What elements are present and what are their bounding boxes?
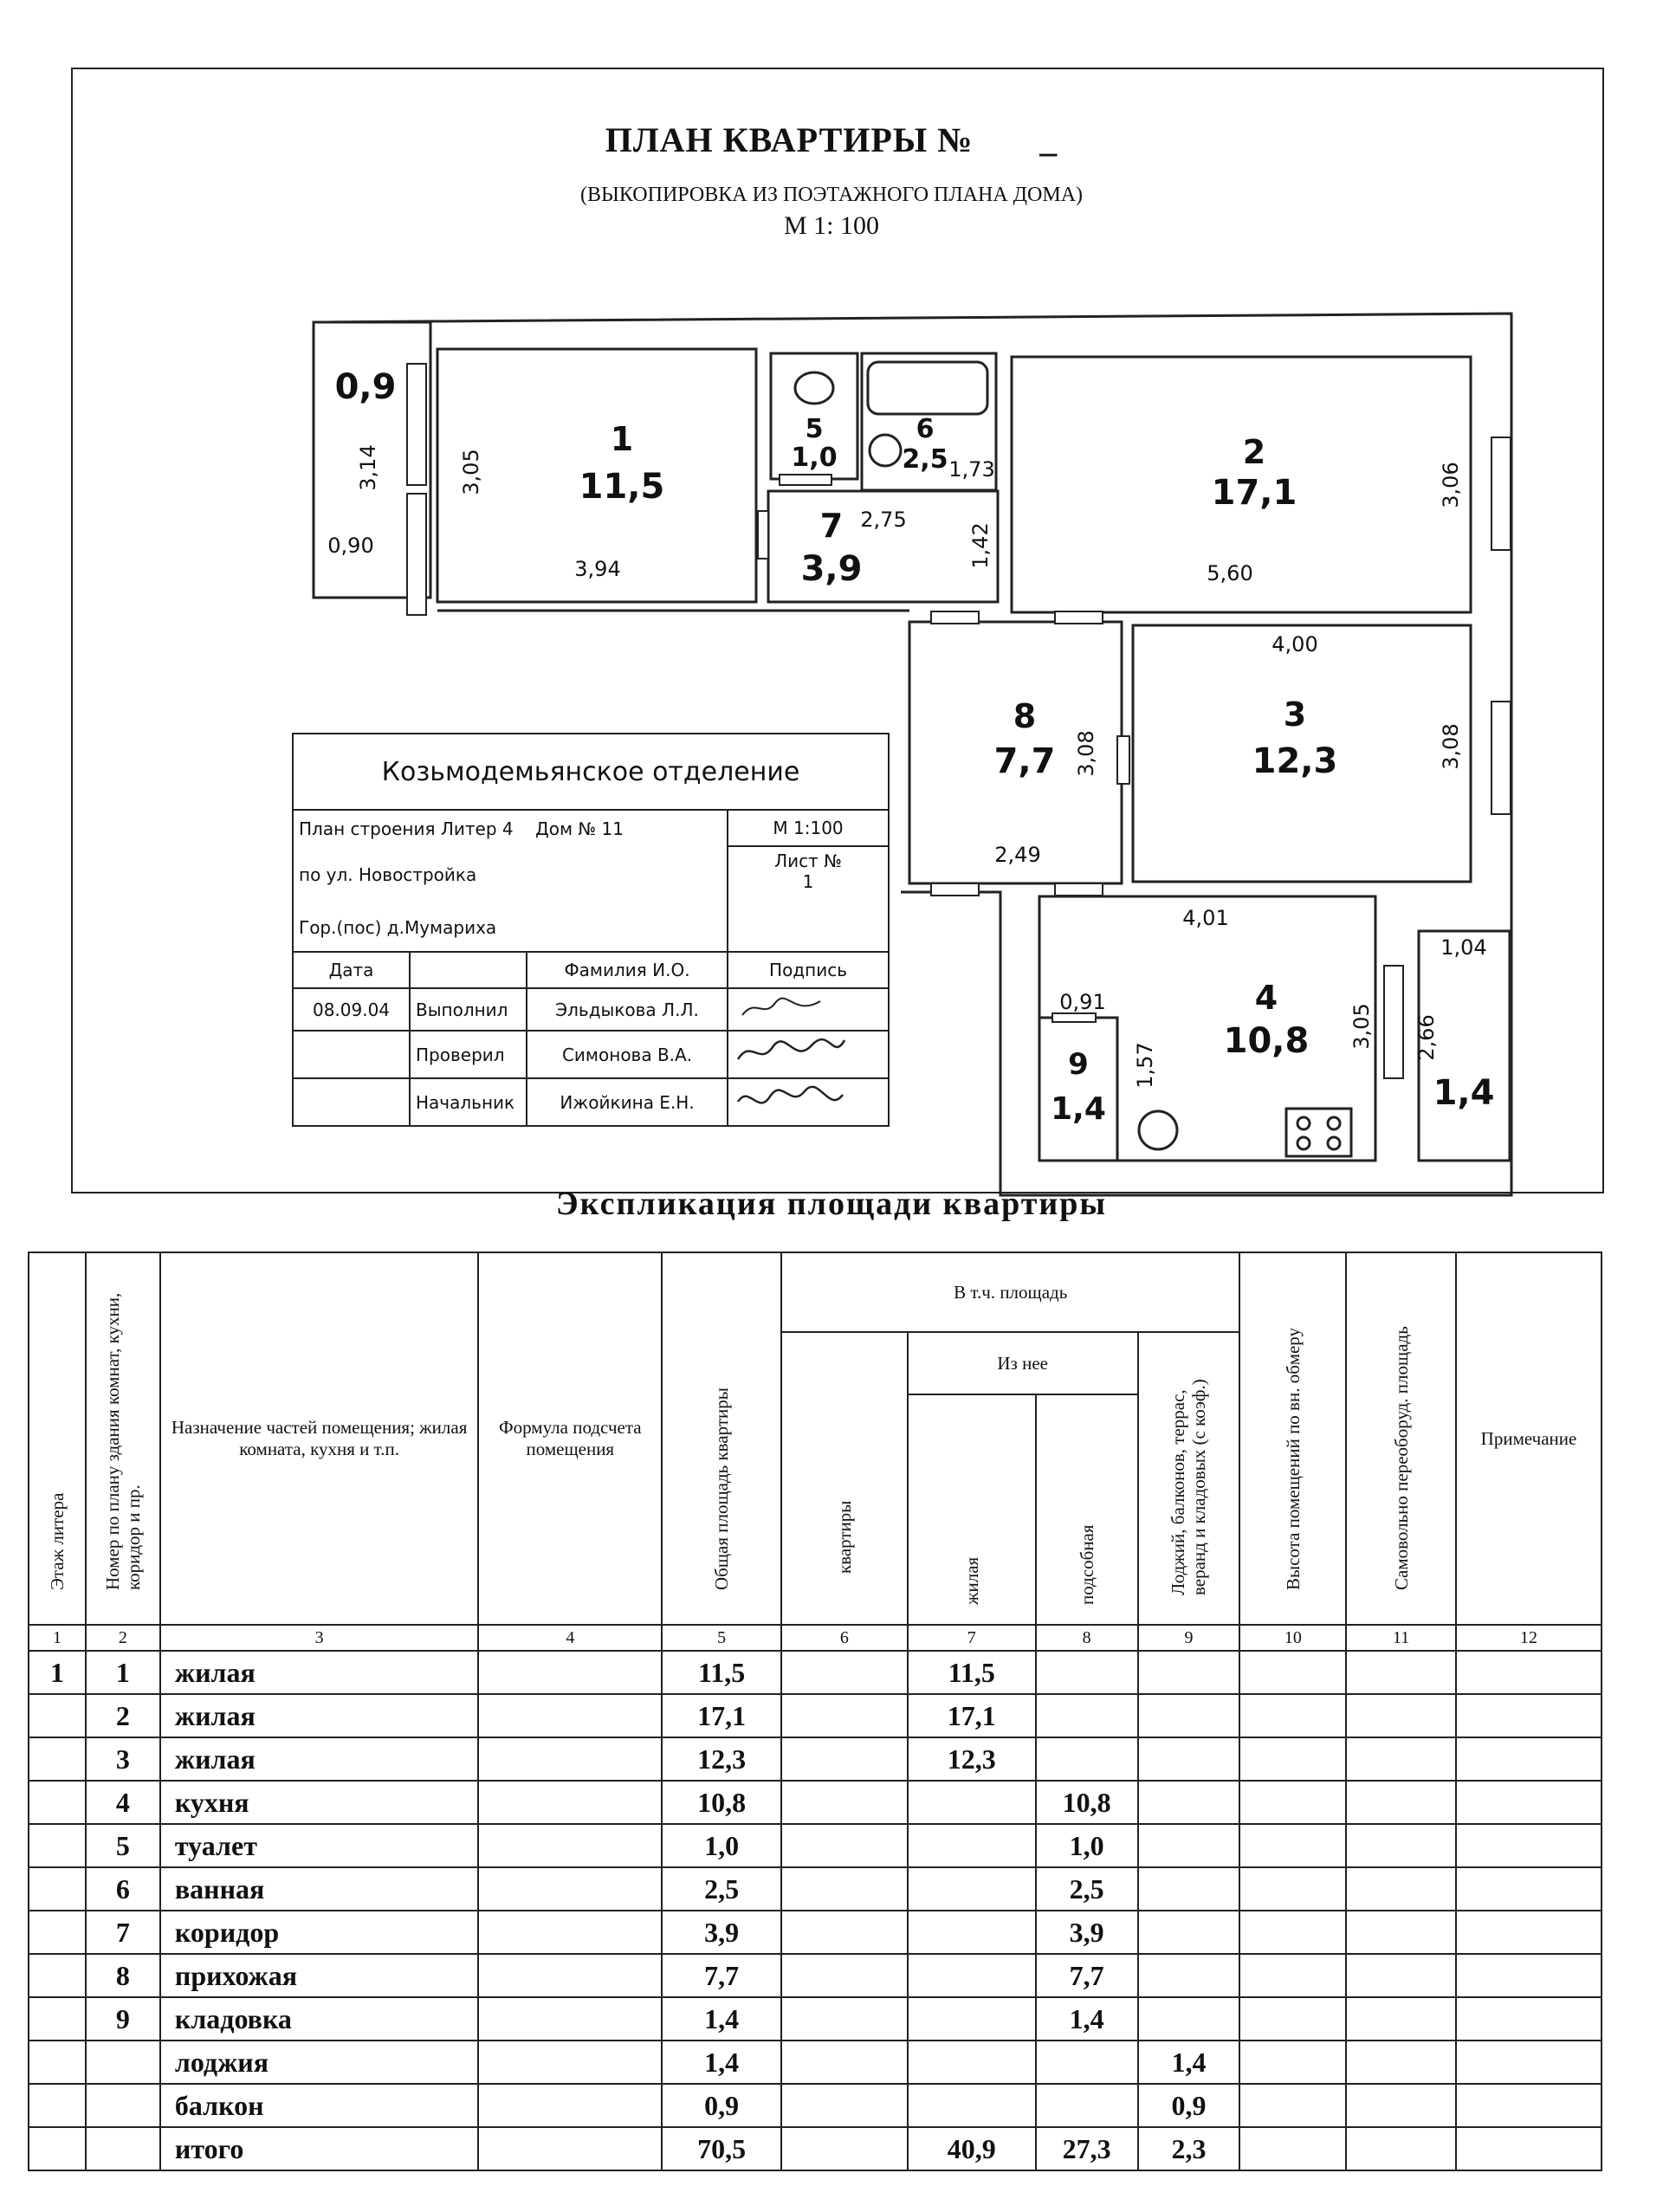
- cell-total: 17,1: [662, 1694, 781, 1737]
- cell-self: [1346, 2041, 1456, 2084]
- cell-total: 1,0: [662, 1824, 781, 1867]
- explication-row: [29, 1651, 1602, 1694]
- signature-3: [728, 1078, 889, 1126]
- cell-loggia: [1138, 1954, 1240, 1997]
- cell-height: [1239, 2084, 1346, 2127]
- stamp-org: Козьмодемьянское отделение: [293, 734, 889, 810]
- cell-note: [1456, 2084, 1602, 2127]
- hdr-living: жилая: [908, 1394, 1036, 1625]
- cell-self: [1346, 2127, 1456, 2170]
- cell-loggia: 1,4: [1138, 2041, 1240, 2084]
- plan-subtitle: (ВЫКОПИРОВКА ИЗ ПОЭТАЖНОГО ПЛАНА ДОМА): [579, 184, 1084, 206]
- cell-room-no: 7: [86, 1911, 160, 1954]
- cell-note: [1456, 1911, 1602, 1954]
- cell-total: 1,4: [662, 1997, 781, 2041]
- cell-apartment: [781, 2084, 908, 2127]
- title-block: [292, 733, 890, 1147]
- room-4-area: 10,8: [1223, 1021, 1310, 1061]
- cell-apartment: [781, 1997, 908, 2041]
- dim-r3-h: 3,08: [1439, 723, 1463, 770]
- stamp-checked-label: Проверил: [410, 1031, 527, 1078]
- stamp-chief: Ижойкина Е.Н.: [527, 1078, 728, 1126]
- cell-total: 3,9: [662, 1911, 781, 1954]
- hdr-self: Самовольно переоборуд. площадь: [1346, 1252, 1456, 1625]
- cell-floor: [29, 2127, 86, 2170]
- cell-floor: [29, 2084, 86, 2127]
- cell-height: [1239, 1694, 1346, 1737]
- cell-height: [1239, 1997, 1346, 2041]
- cell-height: [1239, 2041, 1346, 2084]
- cell-total: 2,5: [662, 1867, 781, 1911]
- cell-living: [908, 2084, 1036, 2127]
- cell-loggia: [1138, 1694, 1240, 1737]
- cell-self: [1346, 1954, 1456, 1997]
- stamp-fio-label: Фамилия И.О.: [527, 952, 728, 988]
- cell-total: 70,5: [662, 2127, 781, 2170]
- loggia-area: 1,4: [1433, 1073, 1495, 1113]
- dim-r9-h: 1,57: [1133, 1042, 1157, 1089]
- sink-icon: [1139, 1111, 1177, 1149]
- cell-note: [1456, 1997, 1602, 2041]
- room-8-number: 8: [1013, 697, 1037, 735]
- stamp-date: 08.09.04: [293, 988, 410, 1031]
- signature-2: [728, 1031, 889, 1078]
- room-6-area: 2,5: [902, 444, 948, 475]
- cell-note: [1456, 1824, 1602, 1867]
- cell-apartment: [781, 1694, 908, 1737]
- dim-r4-w: 4,01: [1182, 906, 1229, 930]
- cell-formula: [478, 1954, 662, 1997]
- explication-row: [29, 2041, 1602, 2084]
- cell-note: [1456, 1737, 1602, 1781]
- cell-living: 11,5: [908, 1651, 1036, 1694]
- dim-balcony-h: 3,14: [356, 444, 380, 491]
- cell-living: [908, 1954, 1036, 1997]
- cell-apartment: [781, 1911, 908, 1954]
- cell-purpose: лоджия: [160, 2041, 479, 2084]
- cell-loggia: [1138, 1997, 1240, 2041]
- cell-total: 7,7: [662, 1954, 781, 1997]
- balcony-area: 0,9: [334, 367, 397, 407]
- cell-room-no: 3: [86, 1737, 160, 1781]
- cell-apartment: [781, 1954, 908, 1997]
- cell-auxiliary: [1036, 2084, 1138, 2127]
- cell-loggia: 0,9: [1138, 2084, 1240, 2127]
- hdr-of-which: Из нее: [908, 1332, 1138, 1394]
- cell-loggia: [1138, 1651, 1240, 1694]
- room-2-area: 17,1: [1211, 473, 1297, 513]
- cell-living: 17,1: [908, 1694, 1036, 1737]
- cell-formula: [478, 1651, 662, 1694]
- cell-loggia: [1138, 1911, 1240, 1954]
- dim-balcony-w: 0,90: [327, 534, 374, 558]
- cell-auxiliary: 10,8: [1036, 1781, 1138, 1824]
- cell-note: [1456, 1694, 1602, 1737]
- hdr-formula: Формула подсчета помещения: [478, 1252, 662, 1625]
- room-5-number: 5: [805, 414, 824, 444]
- hdr-total: Общая площадь квартиры: [662, 1252, 781, 1625]
- room-1-number: 1: [610, 420, 634, 458]
- explication-row: [29, 1997, 1602, 2041]
- cell-apartment: [781, 1651, 908, 1694]
- cell-loggia: 2,3: [1138, 2127, 1240, 2170]
- cell-formula: [478, 2084, 662, 2127]
- cell-formula: [478, 1694, 662, 1737]
- cell-self: [1346, 1651, 1456, 1694]
- dim-r1-h: 3,05: [459, 449, 483, 495]
- room-4-number: 4: [1254, 979, 1278, 1017]
- cell-formula: [478, 1824, 662, 1867]
- cell-purpose: прихожая: [160, 1954, 479, 1997]
- cell-note: [1456, 2041, 1602, 2084]
- cell-height: [1239, 1954, 1346, 1997]
- cell-total: 10,8: [662, 1781, 781, 1824]
- room-7-area: 3,9: [800, 549, 863, 589]
- cell-formula: [478, 2127, 662, 2170]
- cell-total: 12,3: [662, 1737, 781, 1781]
- stamp-scale: М 1:100: [728, 810, 889, 846]
- cell-room-no: 4: [86, 1781, 160, 1824]
- cell-room-no: 5: [86, 1824, 160, 1867]
- plan-title: ПЛАН КВАРТИРЫ № _: [605, 120, 1058, 159]
- room-5-area: 1,0: [791, 443, 838, 473]
- cell-height: [1239, 1824, 1346, 1867]
- signature-1: [728, 988, 889, 1031]
- cell-living: 40,9: [908, 2127, 1036, 2170]
- cell-floor: [29, 1694, 86, 1737]
- cell-height: [1239, 2127, 1346, 2170]
- explication-row: [29, 2084, 1602, 2127]
- room-8-area: 7,7: [993, 741, 1056, 781]
- cell-purpose: жилая: [160, 1694, 479, 1737]
- cell-purpose: ванная: [160, 1867, 479, 1911]
- room-2-number: 2: [1242, 433, 1266, 471]
- cell-living: [908, 1997, 1036, 2041]
- stamp-street: по ул. Новостройка: [293, 846, 728, 903]
- dim-loggia-h: 2,66: [1414, 1014, 1439, 1061]
- cell-floor: [29, 2041, 86, 2084]
- stamp-sheet: Лист № 1: [728, 846, 889, 952]
- stamp-plan-of: План строения Литер 4 Дом № 11: [293, 810, 728, 846]
- cell-auxiliary: [1036, 1737, 1138, 1781]
- cell-self: [1346, 1997, 1456, 2041]
- cell-auxiliary: 1,0: [1036, 1824, 1138, 1867]
- cell-living: 12,3: [908, 1737, 1036, 1781]
- cell-loggia: [1138, 1781, 1240, 1824]
- stamp-chief-label: Начальник: [410, 1078, 527, 1126]
- dim-r9-w: 0,91: [1059, 990, 1106, 1014]
- room-3-area: 12,3: [1252, 741, 1338, 781]
- cell-floor: [29, 1997, 86, 2041]
- hdr-auxiliary: подсобная: [1036, 1394, 1138, 1625]
- cell-formula: [478, 1911, 662, 1954]
- room-3-number: 3: [1283, 695, 1307, 734]
- cell-total: 1,4: [662, 2041, 781, 2084]
- heater-icon: [870, 435, 901, 466]
- cell-room-no: 9: [86, 1997, 160, 2041]
- dim-loggia-w: 1,04: [1440, 935, 1487, 960]
- toilet-icon: [795, 372, 833, 404]
- cell-height: [1239, 1651, 1346, 1694]
- dim-r2-w: 5,60: [1207, 561, 1253, 585]
- cell-total: 0,9: [662, 2084, 781, 2127]
- cell-note: [1456, 2127, 1602, 2170]
- cell-apartment: [781, 2127, 908, 2170]
- plan-scale: М 1: 100: [783, 211, 879, 240]
- room-7-number: 7: [819, 507, 844, 545]
- cell-auxiliary: [1036, 1694, 1138, 1737]
- cell-room-no: [86, 2041, 160, 2084]
- cell-floor: 1: [29, 1651, 86, 1694]
- stamp-date-label: Дата: [293, 952, 410, 988]
- cell-self: [1346, 1737, 1456, 1781]
- cell-living: [908, 1911, 1036, 1954]
- cell-living: [908, 1867, 1036, 1911]
- cell-self: [1346, 1781, 1456, 1824]
- cell-formula: [478, 1997, 662, 2041]
- cell-purpose: жилая: [160, 1737, 479, 1781]
- cell-floor: [29, 1954, 86, 1997]
- cell-note: [1456, 1954, 1602, 1997]
- hdr-room-no: Номер по плану здания комнат, кухни, коридор и пр.: [86, 1252, 160, 1625]
- explication-row: [29, 1954, 1602, 1997]
- cell-apartment: [781, 1867, 908, 1911]
- cell-floor: [29, 1911, 86, 1954]
- cell-loggia: [1138, 1737, 1240, 1781]
- cell-note: [1456, 1781, 1602, 1824]
- cell-living: [908, 2041, 1036, 2084]
- cell-self: [1346, 1694, 1456, 1737]
- cell-formula: [478, 1737, 662, 1781]
- stamp-checked-by: Симонова В.А.: [527, 1031, 728, 1078]
- cell-room-no: 2: [86, 1694, 160, 1737]
- cell-height: [1239, 1737, 1346, 1781]
- cell-auxiliary: 3,9: [1036, 1911, 1138, 1954]
- cell-self: [1346, 1911, 1456, 1954]
- cell-floor: [29, 1781, 86, 1824]
- cell-apartment: [781, 1737, 908, 1781]
- room-9-area: 1,4: [1051, 1091, 1106, 1127]
- cell-floor: [29, 1824, 86, 1867]
- dim-r1-w: 3,94: [574, 557, 621, 581]
- dim-r3-w: 4,00: [1272, 632, 1318, 656]
- cell-height: [1239, 1781, 1346, 1824]
- cell-auxiliary: [1036, 2041, 1138, 2084]
- cell-auxiliary: 7,7: [1036, 1954, 1138, 1997]
- dim-r8-h: 3,08: [1074, 730, 1098, 777]
- dim-r6-w: 1,73: [948, 457, 995, 482]
- explication-row: [29, 1911, 1602, 1954]
- dim-r2-h: 3,06: [1439, 462, 1463, 508]
- cell-apartment: [781, 1781, 908, 1824]
- cell-purpose: коридор: [160, 1911, 479, 1954]
- cell-purpose: итого: [160, 2127, 479, 2170]
- explication-row: [29, 1824, 1602, 1867]
- stamp-town: Гор.(пос) д.Мумариха: [293, 903, 728, 952]
- explication-row: [29, 1781, 1602, 1824]
- stamp-performed-label: Выполнил: [410, 988, 527, 1031]
- cell-total: 11,5: [662, 1651, 781, 1694]
- cell-room-no: 8: [86, 1954, 160, 1997]
- room-9-outline: [1039, 1018, 1117, 1161]
- dim-r4-h: 3,05: [1349, 1003, 1374, 1050]
- cell-formula: [478, 2041, 662, 2084]
- cell-height: [1239, 1911, 1346, 1954]
- explication-row: [29, 1867, 1602, 1911]
- stamp-performed-by: Эльдыкова Л.Л.: [527, 988, 728, 1031]
- room-1-area: 11,5: [579, 467, 665, 507]
- hdr-loggia: Лоджий, балконов, террас, веранд и кладовых (с коэф.): [1138, 1332, 1240, 1625]
- hdr-purpose: Назначение частей помещения; жилая комната, кухня и т.п.: [160, 1252, 479, 1625]
- cell-apartment: [781, 1824, 908, 1867]
- cell-self: [1346, 1824, 1456, 1867]
- cell-purpose: жилая: [160, 1651, 479, 1694]
- explication-title: Экспликация площади квартиры: [555, 1186, 1108, 1222]
- room-6-number: 6: [916, 414, 935, 444]
- column-number-row: 1 2 3 4 5 6 7 8 9 10 11 12: [29, 1625, 1602, 1651]
- cell-auxiliary: 1,4: [1036, 1997, 1138, 2041]
- cell-auxiliary: [1036, 1651, 1138, 1694]
- hdr-apartment: квартиры: [781, 1332, 908, 1625]
- cell-purpose: балкон: [160, 2084, 479, 2127]
- explication-row: [29, 1737, 1602, 1781]
- hdr-floor: Этаж литера: [29, 1252, 86, 1625]
- bathtub-icon: [868, 362, 987, 414]
- cell-living: [908, 1781, 1036, 1824]
- hdr-height: Высота помещений по вн. обмеру: [1239, 1252, 1346, 1625]
- explication-row: [29, 1694, 1602, 1737]
- hdr-note: Примечание: [1456, 1252, 1602, 1625]
- room-9-number: 9: [1068, 1047, 1089, 1082]
- cell-floor: [29, 1867, 86, 1911]
- dim-r7-h: 1,42: [968, 522, 993, 569]
- cell-floor: [29, 1737, 86, 1781]
- cell-self: [1346, 2084, 1456, 2127]
- cell-purpose: туалет: [160, 1824, 479, 1867]
- cell-formula: [478, 1781, 662, 1824]
- cell-room-no: 1: [86, 1651, 160, 1694]
- cell-room-no: 6: [86, 1867, 160, 1911]
- cell-self: [1346, 1867, 1456, 1911]
- hdr-incl: В т.ч. площадь: [781, 1252, 1239, 1332]
- stove-icon: [1286, 1109, 1351, 1156]
- explication-row: [29, 2127, 1602, 2170]
- cell-auxiliary: 2,5: [1036, 1867, 1138, 1911]
- cell-apartment: [781, 2041, 908, 2084]
- cell-auxiliary: 27,3: [1036, 2127, 1138, 2170]
- cell-note: [1456, 1651, 1602, 1694]
- explication-table: [28, 1252, 1602, 2171]
- cell-purpose: кухня: [160, 1781, 479, 1824]
- cell-room-no: [86, 2084, 160, 2127]
- cell-loggia: [1138, 1824, 1240, 1867]
- cell-loggia: [1138, 1867, 1240, 1911]
- cell-formula: [478, 1867, 662, 1911]
- cell-note: [1456, 1867, 1602, 1911]
- cell-purpose: кладовка: [160, 1997, 479, 2041]
- cell-room-no: [86, 2127, 160, 2170]
- cell-height: [1239, 1867, 1346, 1911]
- cell-living: [908, 1824, 1036, 1867]
- dim-r7-w: 2,75: [860, 508, 907, 532]
- dim-r8-w: 2,49: [994, 843, 1041, 867]
- stamp-sign-label: Подпись: [728, 952, 889, 988]
